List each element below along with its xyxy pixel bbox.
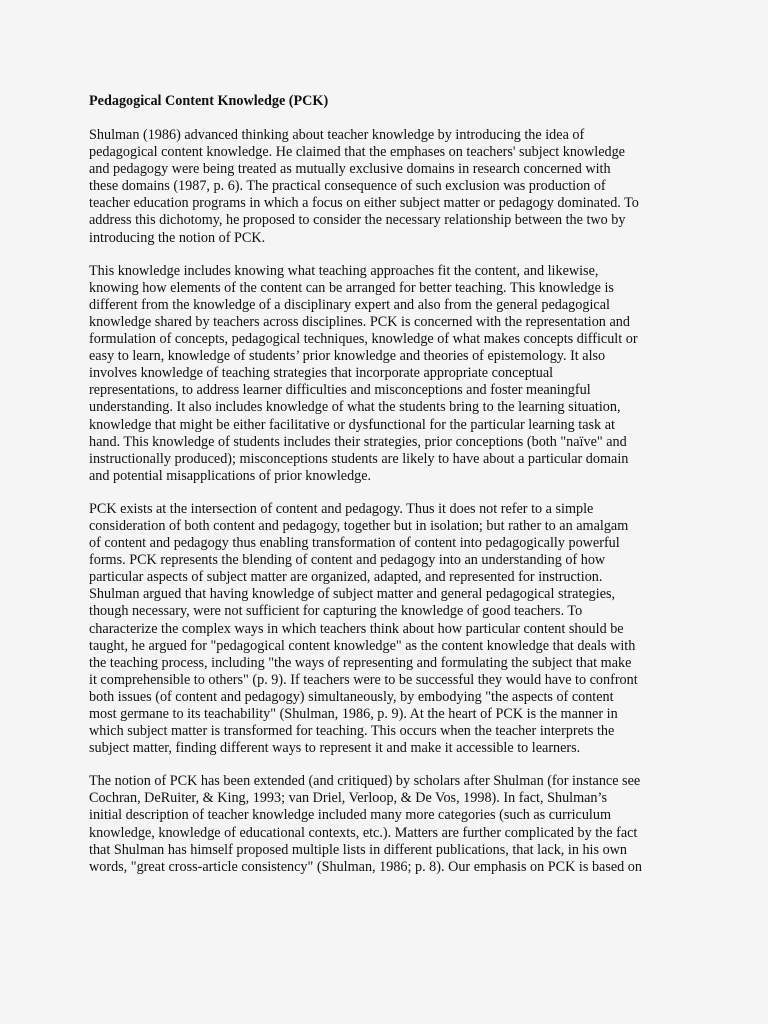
text-line: introducing the notion of PCK. (89, 229, 266, 246)
text-line: knowing how elements of the content can be arranged for better teaching. This knowledge is (89, 279, 614, 296)
text-line: that Shulman has himself proposed multiple lists in different publications, that lack, in his own (89, 841, 628, 858)
text-line: the teaching process, including "the ways of representing and formulating the subject that make (89, 654, 632, 671)
text-line: subject matter, finding different ways to represent it and make it accessible to learners. (89, 740, 581, 757)
text-line: involves knowledge of teaching strategies that incorporate appropriate conceptual (89, 365, 554, 382)
text-line: of content and pedagogy thus enabling transformation of content into pedagogically powerful (89, 535, 620, 552)
text-line: knowledge that might be either facilitative or dysfunctional for the particular learning task at (89, 416, 615, 433)
text-line: and potential misapplications of prior knowledge. (89, 467, 372, 484)
text-line: words, "great cross-article consistency" (Shulman, 1986; p. 8). Our emphasis on PCK is based on (89, 858, 642, 875)
text-line: Cochran, DeRuiter, & King, 1993; van Driel, Verloop, & De Vos, 1998). In fact, Shulman’s (89, 790, 607, 807)
paragraph (89, 263, 689, 485)
text-line: which subject matter is transformed for teaching. This occurs when the teacher interprets the (89, 723, 615, 740)
paragraph (89, 127, 689, 247)
text-line: pedagogical content knowledge. He claimed that the emphases on teachers' subject knowledge (89, 144, 625, 161)
text-line: formulation of concepts, pedagogical techniques, knowledge of what makes concepts difficult or (89, 331, 638, 348)
text-line: understanding. It also includes knowledge of what the students bring to the learning situation, (89, 399, 621, 416)
text-line: characterize the complex ways in which teachers think about how particular content should be (89, 620, 624, 637)
paragraph (89, 773, 689, 876)
text-line: these domains (1987, p. 6). The practical consequence of such exclusion was production of (89, 178, 606, 195)
text-line: both issues (of content and pedagogy) simultaneously, by embodying "the aspects of content (89, 688, 614, 705)
text-line: particular aspects of subject matter are organized, adapted, and represented for instruction. (89, 569, 603, 586)
text-line: This knowledge includes knowing what teaching approaches fit the content, and likewise, (89, 262, 599, 279)
text-line: knowledge shared by teachers across disciplines. PCK is concerned with the representation and (89, 313, 630, 330)
text-line: it comprehensible to others" (p. 9). If teachers were to be successful they would have to confront (89, 671, 638, 688)
text-line: different from the knowledge of a disciplinary expert and also from the general pedagogical (89, 296, 610, 313)
text-line: The notion of PCK has been extended (and critiqued) by scholars after Shulman (for instance see (89, 773, 641, 790)
text-line: Shulman (1986) advanced thinking about teacher knowledge by introducing the idea of (89, 127, 585, 143)
text-line: taught, he argued for "pedagogical content knowledge" as the content knowledge that deals with (89, 637, 636, 654)
text-line: representations, to address learner difficulties and misconceptions and foster meaningful (89, 382, 591, 399)
text-line: consideration of both content and pedagogy, together but in isolation; but rather to an amalgam (89, 517, 629, 534)
text-line: PCK exists at the intersection of content and pedagogy. Thus it does not refer to a simple (89, 500, 594, 517)
text-line: forms. PCK represents the blending of content and pedagogy into an understanding of how (89, 552, 606, 569)
text-line: though necessary, were not sufficient for capturing the knowledge of good teachers. To (89, 603, 583, 620)
paragraph (89, 501, 689, 757)
text-line: most germane to its teachability" (Shulman, 1986, p. 9). At the heart of PCK is the manner in (89, 706, 618, 722)
text-line: initial description of teacher knowledge included many more categories (such as curriculum (89, 807, 611, 824)
paragraph-list (89, 127, 689, 876)
text-line: instructionally produced); misconceptions students are likely to have about a particular domain (89, 450, 629, 467)
text-line: Shulman argued that having knowledge of subject matter and general pedagogical strategies, (89, 586, 616, 603)
text-line: easy to learn, knowledge of students’ prior knowledge and theories of epistemology. It also (89, 348, 606, 365)
text-line: knowledge, knowledge of educational contexts, etc.). Matters are further complicated by the fact (89, 824, 638, 841)
text-line: and pedagogy were being treated as mutually exclusive domains in research concerned with (89, 161, 611, 178)
text-line: hand. This knowledge of students includes their strategies, prior conceptions (both "naïve" and (89, 433, 627, 450)
text-line: teacher education programs in which a focus on either subject matter or pedagogy dominated. To (89, 195, 639, 212)
text-line: address this dichotomy, he proposed to consider the necessary relationship between the two by (89, 212, 626, 229)
document-body (89, 93, 689, 892)
document-title: Pedagogical Content Knowledge (PCK) (89, 93, 329, 109)
